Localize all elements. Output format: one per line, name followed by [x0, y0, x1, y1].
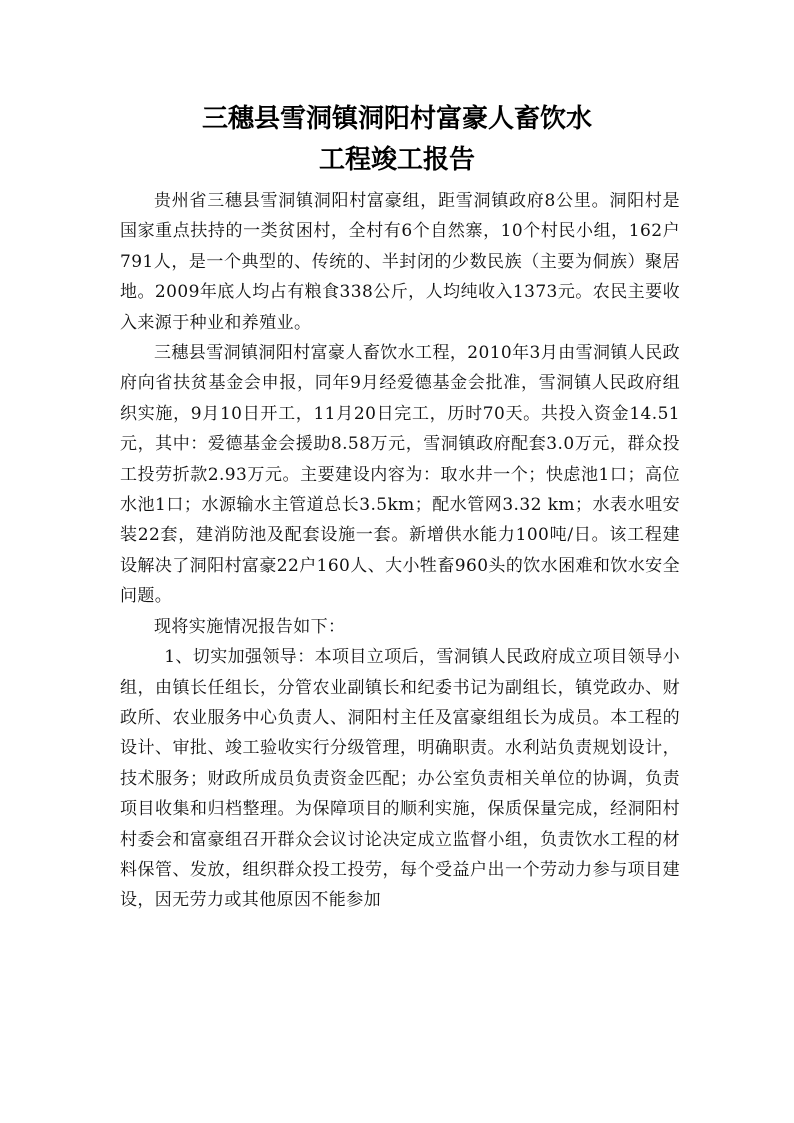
- paragraph-village-overview: 贵州省三穗县雪洞镇洞阳村富豪组，距雪洞镇政府8公里。洞阳村是国家重点扶持的一类贫困村，全村有6个自然寨，10个村民小组，162户791人，是一个典型的、传统的、半封闭的少数民族（主要为侗族）聚居地。2009年底人均占有粮食338公斤，人均纯收入1373元。农民主要收入来源于种业和养殖业。: [120, 191, 680, 333]
- paragraph-project-summary: 三穗县雪洞镇洞阳村富豪人畜饮水工程，2010年3月由雪洞镇人民政府向省扶贫基金会申报，同年9月经爱德基金会批准，雪洞镇人民政府组织实施，9月10日开工，11月20日完工，历时70天。共投入资金14.51元，其中：爱德基金会援助8.58万元，雪洞镇政府配套3.0万元，群众投工投劳折款2.93万元。主要建设内容为：取水井一个；快虑池1口；高位水池1口；水源输水主管道总长3.5km；配水管网3.32 km；水表水咀安装22套，建消防池及配套设施一套。新增供水能力100吨/日。该工程建设解决了洞阳村富豪22户160人、大小牲畜960头的饮水困难和饮水安全问题。: [120, 343, 680, 607]
- report-title-line-2: 工程竣工报告: [318, 145, 475, 175]
- report-body: [120, 186, 680, 916]
- paragraph-leadership: 1、切实加强领导：本项目立项后，雪洞镇人民政府成立项目领导小组，由镇长任组长，分管农业副镇长和纪委书记为副组长，镇党政办、财政所、农业服务中心负责人、洞阳村主任及富豪组组长为成员。本工程的设计、审批、竣工验收实行分级管理，明确职责。水利站负责规划设计，技术服务；财政所成员负责资金匹配；办公室负责相关单位的协调，负责项目收集和归档整理。为保障项目的顺利实施，保质保量完成，经洞阳村村委会和富豪组召开群众会议讨论决定成立监督小组，负责饮水工程的材料保管、发放，组织群众投工投劳，每个受益户出一个劳动力参与项目建设，因无劳力或其他原因不能参加: [120, 647, 681, 911]
- paragraph-report-intro: 现将实施情况报告如下：: [154, 616, 346, 637]
- report-title-line-1: 三穗县雪洞镇洞阳村富豪人畜饮水: [201, 104, 592, 134]
